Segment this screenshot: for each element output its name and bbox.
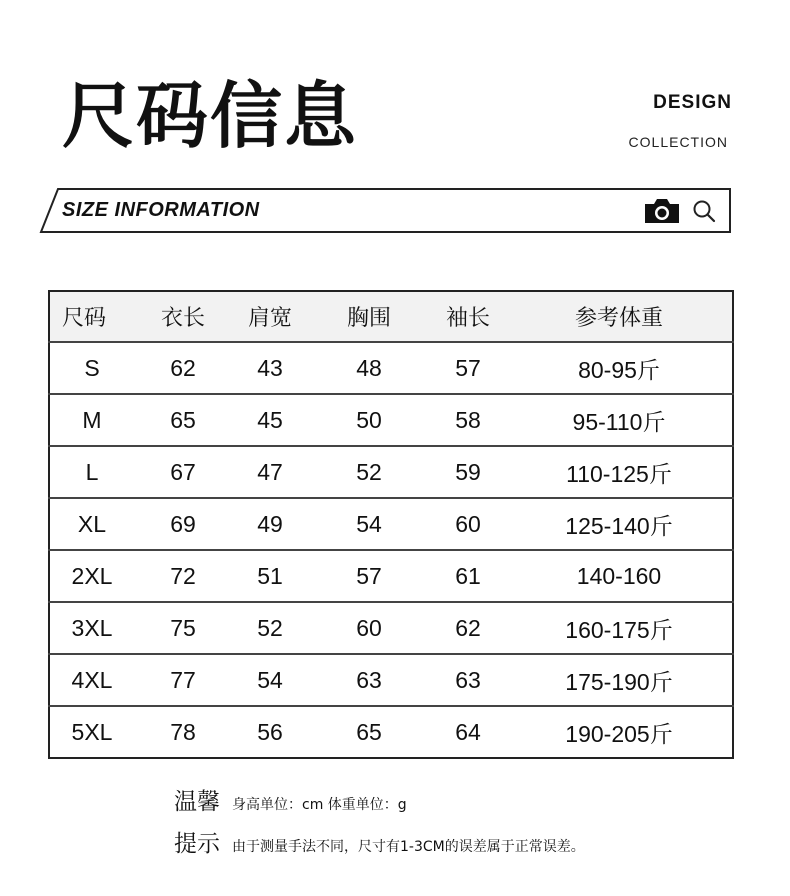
table-row — [49, 550, 733, 602]
cell-chest: 65 — [356, 718, 382, 745]
table-row — [49, 654, 733, 706]
cell-length: 65 — [134, 394, 232, 446]
table-header-row — [49, 291, 733, 342]
cell-sleeve: 62 — [430, 602, 506, 654]
cell-chest: 48 — [308, 342, 430, 394]
cell-size: 3XL — [49, 602, 134, 654]
note-tolerance — [174, 825, 585, 858]
note-tolerance-text: 由于测量手法不同，尺寸有1-3CM的误差属于正常误差。 — [232, 839, 585, 855]
cell-length: 69 — [134, 498, 232, 550]
cell-shoulder: 43 — [232, 342, 308, 394]
cell-weight: 190-205斤 — [565, 720, 673, 747]
camera-icon[interactable] — [642, 196, 682, 230]
collection-label: COLLECTION — [628, 134, 728, 150]
cell-chest: 63 — [308, 654, 430, 706]
header-length: 衣长 — [134, 291, 232, 342]
size-table — [48, 290, 734, 759]
cell-sleeve: 61 — [430, 550, 506, 602]
table-row — [49, 706, 733, 758]
header-chest: 胸围 — [308, 291, 430, 342]
note-label-tip: 提示 — [174, 831, 220, 857]
cell-size: L — [49, 446, 134, 498]
cell-size: 2XL — [49, 550, 134, 602]
cell-shoulder: 56 — [257, 718, 283, 745]
cell-shoulder: 52 — [232, 602, 308, 654]
cell-sleeve: 64 — [455, 718, 481, 745]
cell-size: M — [49, 394, 134, 446]
cell-shoulder: 45 — [232, 394, 308, 446]
cell-chest: 60 — [308, 602, 430, 654]
header-shoulder: 肩宽 — [232, 291, 308, 342]
cell-shoulder: 49 — [232, 498, 308, 550]
cell-size: XL — [49, 498, 134, 550]
cell-length: 77 — [134, 654, 232, 706]
design-label: DESIGN — [653, 92, 732, 113]
cell-chest: 54 — [308, 498, 430, 550]
cell-shoulder: 51 — [232, 550, 308, 602]
cell-chest: 50 — [308, 394, 430, 446]
note-label-warm: 温馨 — [174, 789, 220, 815]
cell-size: 4XL — [49, 654, 134, 706]
cell-chest: 52 — [308, 446, 430, 498]
cell-sleeve: 57 — [430, 342, 506, 394]
search-icon[interactable] — [692, 199, 718, 229]
cell-sleeve: 60 — [430, 498, 506, 550]
cell-weight: 125-140斤 — [506, 498, 733, 550]
header-sleeve: 袖长 — [430, 291, 506, 342]
cell-weight: 80-95斤 — [506, 342, 733, 394]
cell-weight: 175-190斤 — [506, 654, 733, 706]
cell-shoulder: 47 — [232, 446, 308, 498]
banner-title: SIZE INFORMATION — [62, 199, 260, 221]
cell-weight: 160-175斤 — [506, 602, 733, 654]
header-weight: 参考体重 — [506, 291, 733, 342]
table-row — [49, 342, 733, 394]
cell-chest: 57 — [308, 550, 430, 602]
cell-length: 72 — [134, 550, 232, 602]
cell-shoulder: 54 — [232, 654, 308, 706]
cell-size: 5XL — [71, 718, 113, 745]
cell-length: 67 — [134, 446, 232, 498]
cell-length: 62 — [134, 342, 232, 394]
cell-weight: 95-110斤 — [506, 394, 733, 446]
cell-sleeve: 59 — [430, 446, 506, 498]
note-units — [174, 783, 407, 816]
table-row — [49, 446, 733, 498]
table-row — [49, 498, 733, 550]
cell-weight: 110-125斤 — [506, 446, 733, 498]
page-title: 尺码信息 — [62, 74, 359, 158]
cell-weight: 140-160 — [506, 550, 733, 602]
cell-sleeve: 63 — [430, 654, 506, 706]
cell-sleeve: 58 — [430, 394, 506, 446]
header-size: 尺码 — [49, 291, 134, 342]
cell-length: 78 — [170, 718, 196, 745]
table-row — [49, 602, 733, 654]
table-row — [49, 394, 733, 446]
cell-size: S — [49, 342, 134, 394]
cell-length: 75 — [134, 602, 232, 654]
note-units-text: 身高单位：cm 体重单位：g — [232, 797, 407, 813]
